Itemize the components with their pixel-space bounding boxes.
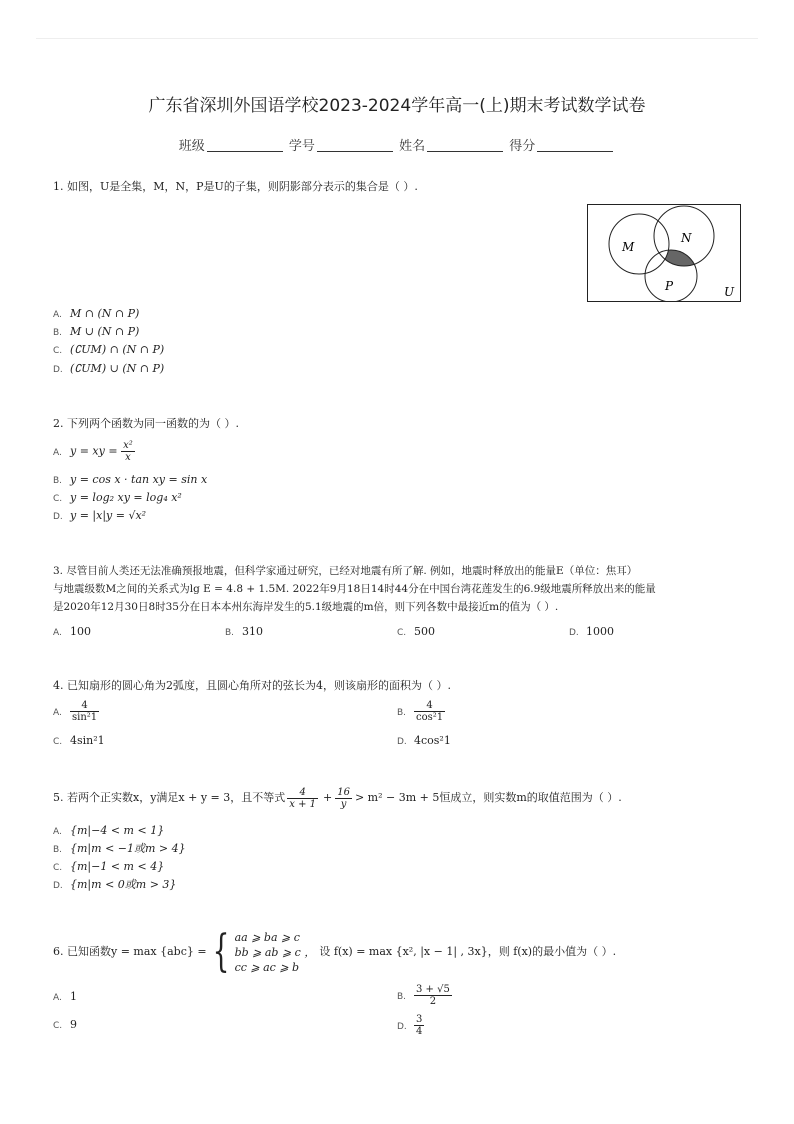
q2-option-d[interactable] [53, 509, 146, 524]
q3-option-d[interactable] [569, 625, 614, 640]
venn-diagram [587, 204, 741, 302]
score-label: 得分 [509, 139, 536, 154]
question-6 [53, 926, 616, 978]
piecewise-cases [235, 930, 316, 975]
denominator: 2 [414, 995, 452, 1007]
question-2 [53, 416, 239, 432]
case-3: cc ⩾ ac ⩾ b [234, 960, 300, 974]
option-text: y = cos x · tan xy = sin x [70, 473, 208, 486]
option-letter: B. [53, 476, 63, 486]
q5-option-d[interactable] [53, 878, 176, 893]
q3-option-b[interactable] [225, 625, 263, 640]
option-letter: A. [53, 628, 62, 638]
option-letter: A. [53, 827, 62, 837]
q1-option-a[interactable] [53, 307, 139, 322]
option-text: 1000 [586, 625, 614, 638]
option-text: y = log₂ xy = log₄ x² [70, 491, 182, 504]
label-p: P [665, 279, 674, 293]
option-text: y = xy = [70, 444, 122, 458]
q5-option-c[interactable] [53, 860, 164, 875]
option-text: (∁UM) ∪ (N ∩ P) [70, 362, 165, 375]
numerator: 4 [426, 700, 433, 711]
q1-option-c[interactable] [53, 343, 164, 358]
fraction [414, 700, 445, 723]
question-2-stem: 2. 下列两个函数为同一函数的为（ ）. [53, 417, 239, 430]
option-letter: B. [53, 845, 63, 855]
question-4-stem: 4. 已知扇形的圆心角为2弧度，且圆心角所对的弦长为4，则该扇形的面积为（ ）. [53, 679, 451, 692]
option-letter: B. [397, 991, 407, 1002]
question-5-stem-a: 5. 若两个正实数x，y满足x + y = 3，且不等式 [53, 791, 286, 804]
option-letter: C. [397, 628, 407, 638]
denominator: sin²1 [72, 712, 98, 723]
denominator: 4 [416, 1026, 423, 1037]
question-6-stem-a: 6. 已知函数y = max {abc} = [53, 945, 207, 958]
denominator: y [335, 798, 352, 810]
class-blank[interactable] [207, 139, 283, 152]
option-letter: D. [397, 1021, 407, 1032]
q3-option-c[interactable] [397, 625, 435, 640]
fraction [414, 984, 452, 1007]
numerator: 3 + √5 [416, 984, 450, 995]
q5-option-a[interactable] [53, 824, 164, 839]
case-2: bb ⩾ ab ⩾ c ， [234, 945, 316, 959]
q2-option-b[interactable] [53, 473, 207, 488]
label-n: N [681, 231, 692, 245]
q6-option-d[interactable] [397, 1014, 424, 1037]
q4-option-b[interactable] [397, 700, 445, 723]
q2-option-a[interactable] [53, 440, 135, 463]
q1-option-b[interactable] [53, 325, 139, 340]
q6-option-a[interactable] [53, 990, 77, 1005]
q5-option-b[interactable] [53, 842, 186, 857]
q4-option-d[interactable] [397, 734, 451, 749]
fraction [70, 700, 99, 723]
option-text: {m|m < 0或m > 3} [70, 878, 177, 891]
student-info-line [0, 135, 794, 154]
option-text: {m|−4 < m < 1} [70, 824, 165, 837]
option-text: 9 [70, 1018, 77, 1031]
fraction [121, 440, 135, 463]
option-letter: C. [53, 494, 63, 504]
option-letter: B. [225, 628, 235, 638]
option-letter: C. [53, 1021, 63, 1031]
q4-option-c[interactable] [53, 734, 105, 749]
q6-option-b[interactable] [397, 984, 452, 1007]
option-text: 500 [414, 625, 435, 638]
option-letter: A. [53, 310, 62, 320]
fraction-2 [335, 787, 352, 810]
option-text: 100 [70, 625, 91, 638]
numerator: 3 [416, 1014, 423, 1025]
label-m: M [622, 240, 635, 254]
numerator: x² [123, 440, 133, 451]
fraction-1 [287, 787, 318, 810]
option-text: 310 [242, 625, 263, 638]
case-1: aa ⩾ ba ⩾ c [234, 930, 300, 944]
question-3-line-1: 3. 尽管目前人类还无法准确预报地震，但科学家通过研究，已经对地震有所了解. 例如，地震时释放出的能量E（单位：焦耳） [53, 565, 638, 577]
class-label: 班级 [178, 139, 205, 154]
option-letter: B. [397, 707, 407, 718]
denominator: cos²1 [416, 712, 444, 723]
student-id-label: 学号 [288, 139, 315, 154]
numerator: 4 [81, 700, 88, 711]
option-text: y = |x|y = √x² [70, 509, 147, 522]
top-rule [36, 38, 758, 39]
page-title: 广东省深圳外国语学校2023-2024学年高一(上)期末考试数学试卷 [148, 96, 646, 116]
name-blank[interactable] [427, 139, 503, 152]
option-text: 4cos²1 [414, 734, 451, 747]
student-id-blank[interactable] [317, 139, 393, 152]
plus-sign: + [323, 791, 333, 804]
question-1 [53, 179, 418, 195]
option-letter: C. [53, 346, 63, 356]
numerator: 4 [299, 786, 306, 798]
option-text: 4sin²1 [70, 734, 105, 747]
question-3 [53, 562, 656, 616]
question-5 [53, 780, 622, 816]
q3-option-a[interactable] [53, 625, 91, 640]
option-text: {m|−1 < m < 4} [70, 860, 165, 873]
label-u: U [724, 285, 735, 299]
option-text: (∁UM) ∩ (N ∩ P) [70, 343, 165, 356]
option-letter: C. [53, 737, 63, 747]
option-letter: B. [53, 328, 63, 338]
left-brace: { [212, 926, 229, 977]
q2-option-c[interactable] [53, 491, 182, 506]
q6-option-c[interactable] [53, 1018, 77, 1033]
option-letter: D. [53, 512, 63, 522]
numerator: 16 [337, 786, 350, 798]
score-blank[interactable] [537, 139, 613, 152]
question-1-stem: 1. 如图，U是全集，M，N，P是U的子集，则阴影部分表示的集合是（ ）. [53, 180, 418, 193]
option-letter: A. [53, 447, 62, 458]
option-text: M ∪ (N ∩ P) [70, 325, 140, 338]
option-letter: D. [53, 881, 63, 891]
q4-option-a[interactable] [53, 700, 99, 723]
denominator: x + 1 [289, 798, 316, 810]
question-5-stem-b: > m² − 3m + 5恒成立，则实数m的取值范围为（ ）. [354, 791, 622, 804]
denominator: x [121, 451, 135, 463]
option-text: 1 [70, 990, 77, 1003]
option-text: {m|m < −1或m > 4} [70, 842, 186, 855]
option-letter: D. [53, 365, 63, 375]
question-4 [53, 678, 451, 694]
question-3-line-2: 与地震级数M之间的关系式为lg E = 4.8 + 1.5M. 2022年9月18日14时44分在中国台湾花莲发生的6.9级地震所释放出来的能量 [53, 583, 656, 595]
option-text: M ∩ (N ∩ P) [70, 307, 140, 320]
name-label: 姓名 [399, 139, 426, 154]
fraction [414, 1014, 424, 1037]
option-letter: D. [397, 737, 407, 747]
q1-option-d[interactable] [53, 362, 164, 377]
option-letter: D. [569, 628, 579, 638]
question-6-stem-b: 设 f(x) = max {x², |x − 1| , 3x}，则 f(x)的最小值为（ ）. [319, 945, 617, 958]
option-letter: A. [53, 993, 62, 1003]
question-3-line-3: 是2020年12月30日8时35分在日本本州东海岸发生的5.1级地震的m倍，则下列各数中最接近m的值为（ ）. [53, 601, 559, 613]
option-letter: C. [53, 863, 63, 873]
option-letter: A. [53, 707, 62, 718]
